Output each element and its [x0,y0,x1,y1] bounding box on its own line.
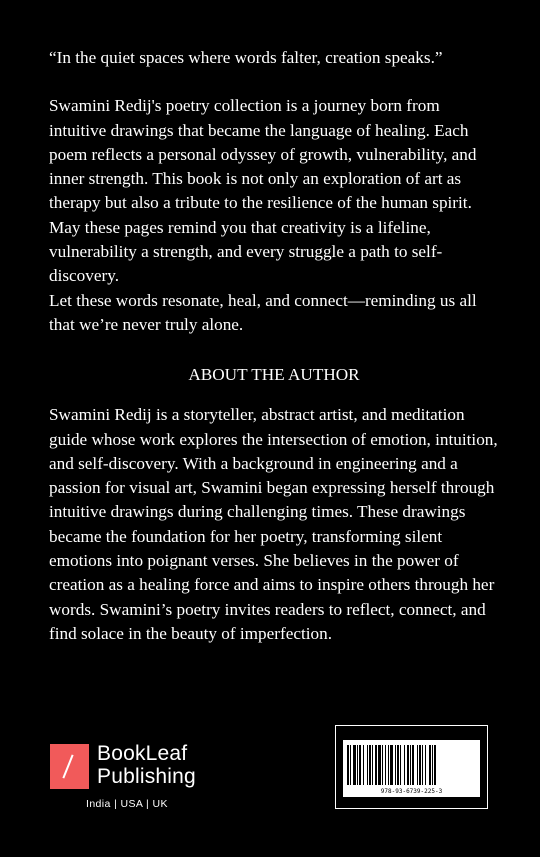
publisher-logo [50,744,210,814]
barcode-icon [343,740,480,797]
intro-paragraph: Swamini Redij's poetry collection is a journey born from intuitive drawings that became the language of healing. Each poem reflects a personal odyssey of growth, vulnerability, and inner strength. This book is not only an exploration of art as therapy but also a tribute to the resilience of the human spirit. [49,96,477,213]
intro-paragraph: Let these words resonate, heal, and connect—reminding us all that we’re never truly alone. [49,290,477,334]
publisher-regions: India | USA | UK [86,798,168,810]
publisher-name: BookLeaf Publishing [97,742,196,788]
back-cover-text [49,46,499,646]
isbn-barcode [335,725,488,809]
about-paragraph: Swamini Redij is a storyteller, abstract artist, and meditation guide whose work explores the intersection of emotion, intuition, and self-discovery. With a background in engineering and a passion for visual art, Swamini began expressing herself through intuitive drawings during challenging times. These drawings became the foundation for her poetry, transforming silent emotions into poignant verses. She believes in the power of creation as a healing force and aims to inspire others through her words. Swamini’s poetry invites readers to reflect, connect, and find solace in the beauty of imperfection. [49,405,498,643]
isbn-number: 978-93-6739-225-3 [380,788,443,795]
intro-paragraph: May these pages remind you that creativity is a lifeline, vulnerability a strength, and every struggle a path to self-discovery. [49,217,443,286]
about-heading: ABOUT THE AUTHOR [188,365,360,385]
epigraph-quote: “In the quiet spaces where words falter, creation speaks.” [49,48,443,67]
bookleaf-logo-icon [50,744,89,789]
